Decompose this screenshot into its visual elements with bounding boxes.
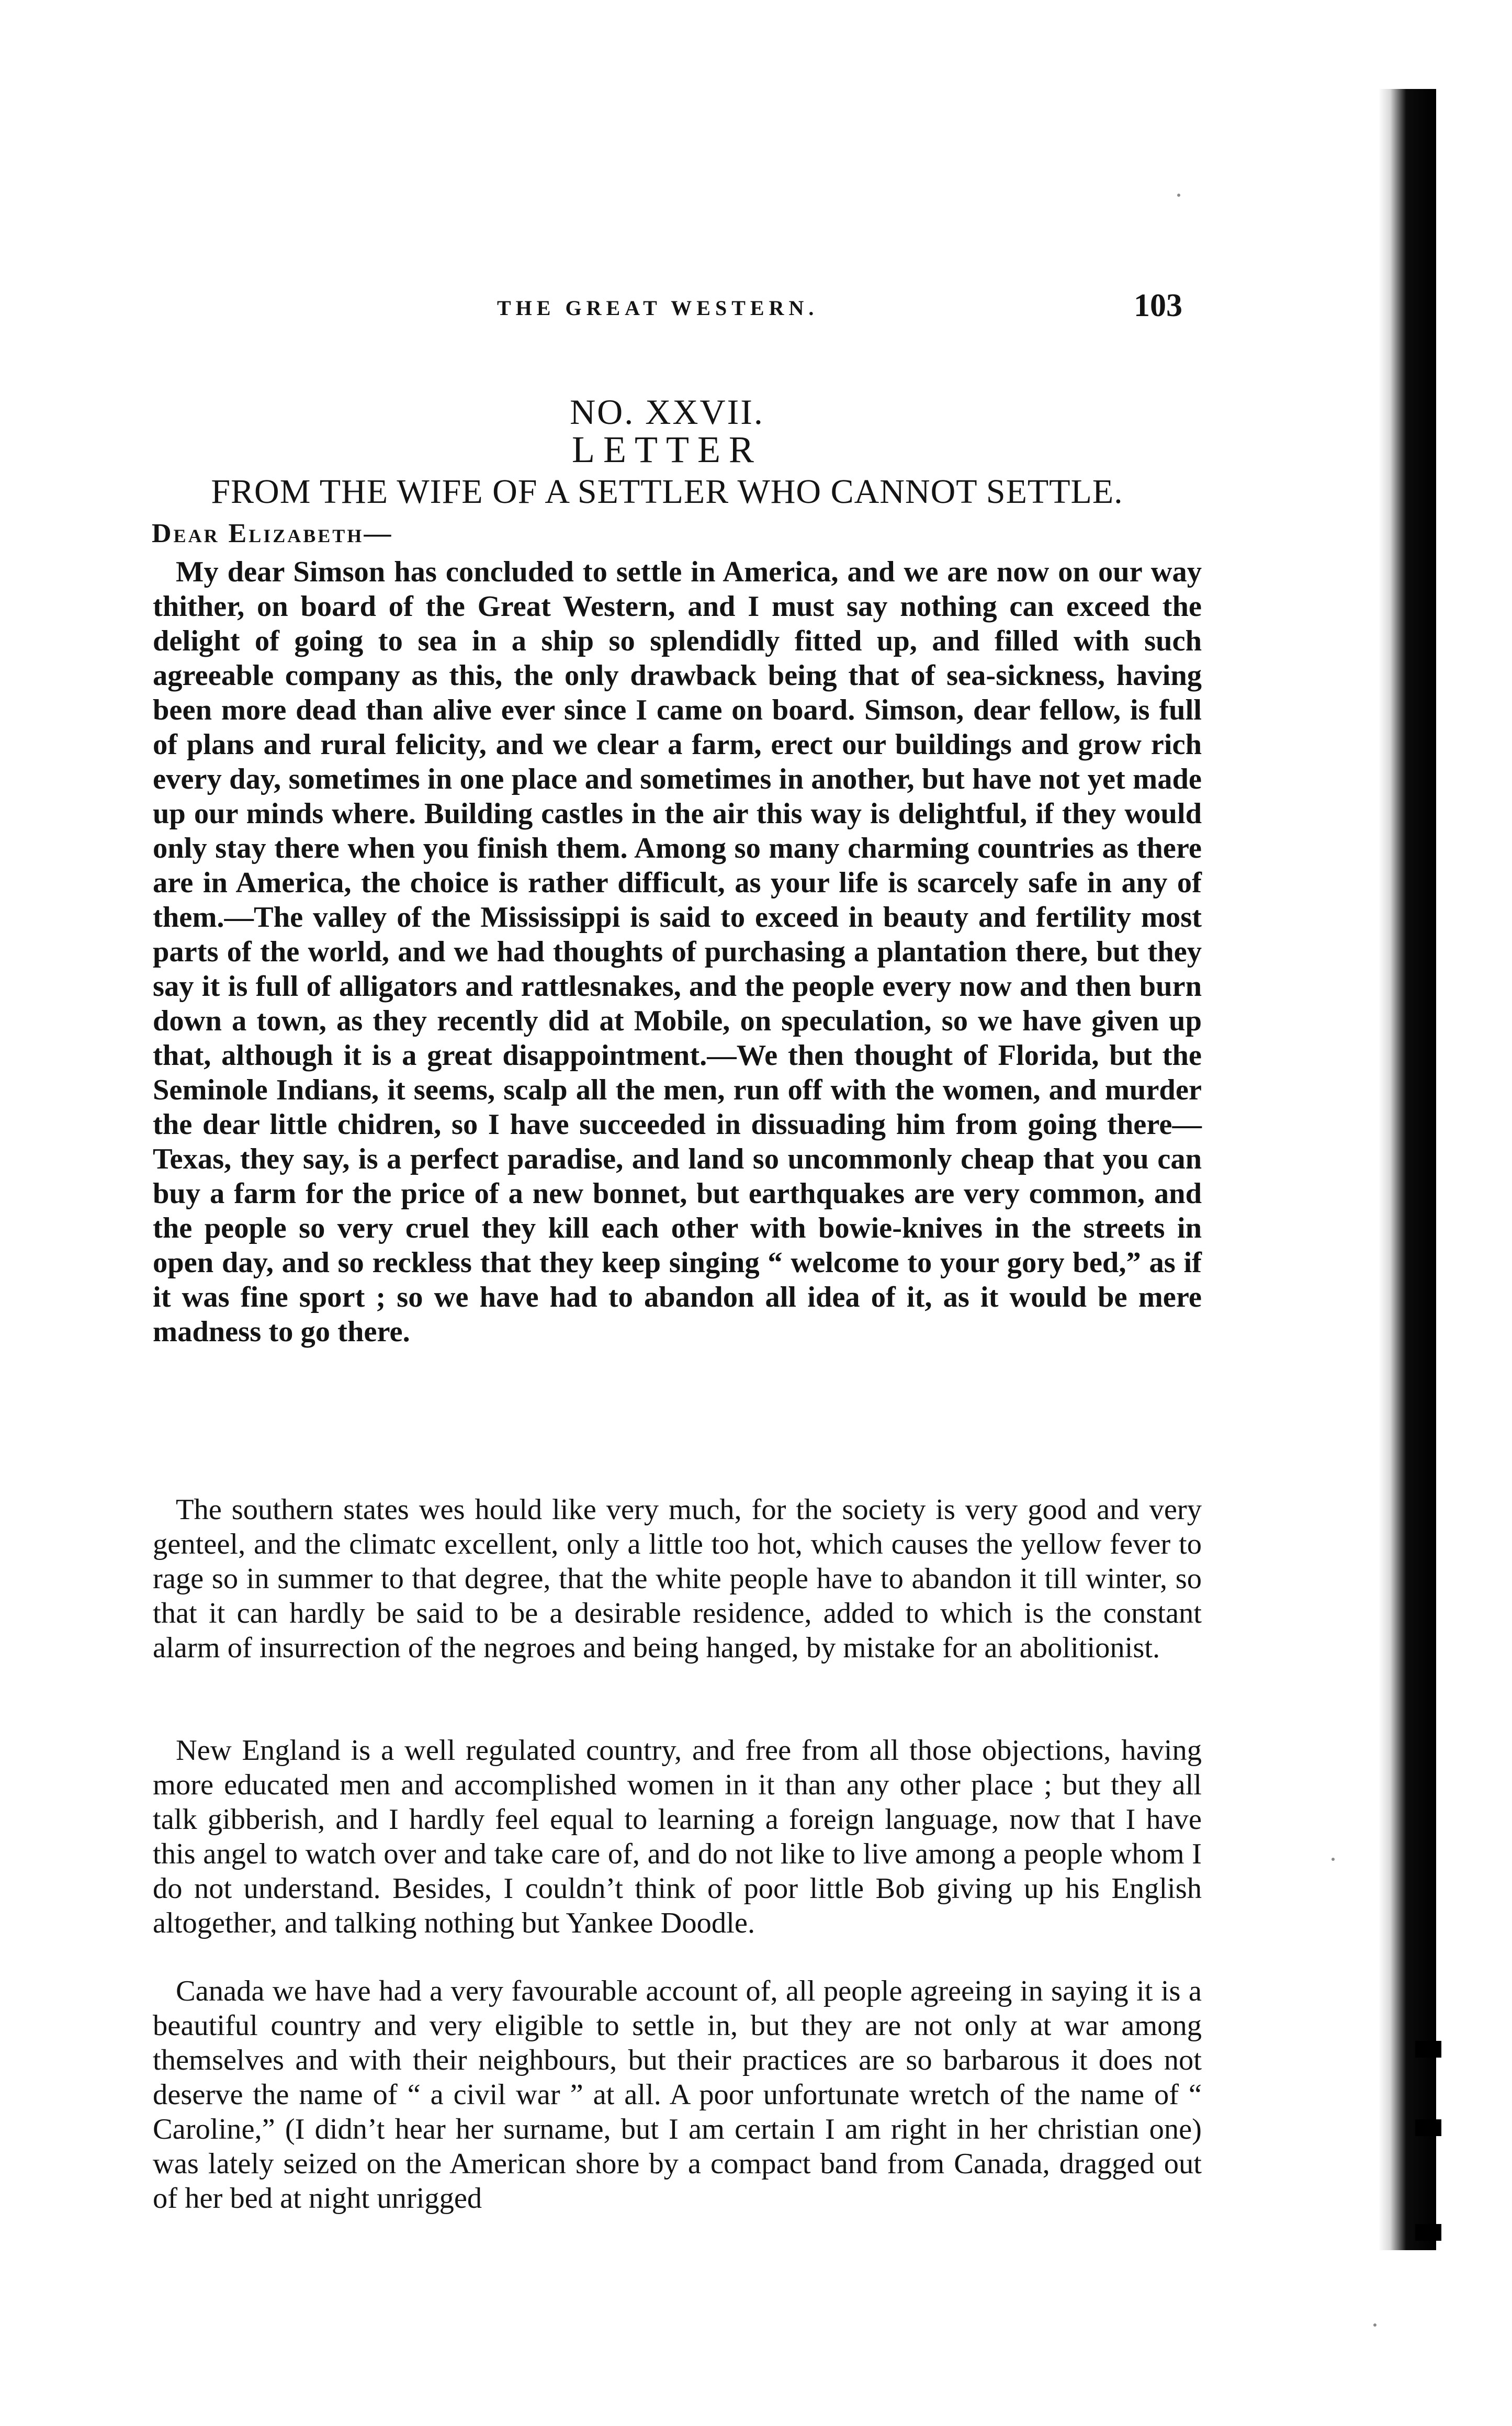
page-number: 103	[1134, 288, 1182, 323]
body-paragraph: The southern states wes hould like very much, for the society is very good and very genteel, and the climatc excellent, only a little too hot, which causes the yellow fever to rage so in summer to that degree, that the white people have to abandon it till winter, so that it can hardly be said to be a desirable residence, added to which is the constant alarm of insurrection of the negroes and being hanged, by mistake for an abolitionist.	[153, 1493, 1202, 1664]
letter-title: FROM THE WIFE OF A SETTLER WHO CANNOT SETTLE.	[211, 473, 1123, 511]
body-paragraph: New England is a well regulated country, and free from all those objections, having more educated men and accomplished women in it than any other place ; but they all talk gibberish, and I hardly feel equal to learning a foreign language, now that I have this angel to watch over and take care of, and do not like to live among a people whom I do not understand. Besides, I couldn’t think of poor little Bob giving up his English altogether, and talking nothing but Yankee Doodle.	[153, 1734, 1202, 1939]
page-header	[157, 290, 1203, 332]
body-paragraph: Canada we have had a very favourable account of, all people agreeing in saying it is a beautiful country and very eligible to settle in, but they are not only at war among themselves and with their neighbours, but their practices are so barbarous it does not deserve the name of “ a civil war ” at all. A poor unfortunate wretch of the name of “ Caroline,” (I didn’t hear her surname, but I am certain I am right in her christian one) was lately seized on the American shore by a compact band from Canada, dragged out of her bed at night unrigged	[153, 1975, 1202, 2215]
scan-speck	[1177, 194, 1180, 197]
body-paragraph: My dear Simson has concluded to settle in America, and we are now on our way thither, on board of the Great Western, and I must say nothing can exceed the delight of going to sea in a ship so splendidly fitted up, and filled with such agreeable company as this, the only drawback being that of sea-sickness, having been more dead than alive ever since I came on board. Simson, dear fellow, is full of plans and rural felicity, and we clear a farm, erect our buildings and grow rich every day, sometimes in one place and sometimes in another, but have not yet made up our minds where. Building castles in the air this way is delightful, if they would only stay there when you finish them. Among so many charming countries as there are in America, the choice is rather difficult, as your life is scarcely safe in any of them.—The valley of the Mississippi is said to exceed in beauty and fertility most parts of the world, and we had thoughts of purchasing a plantation there, but they say it is full of alligators and rattlesnakes, and the people every now and then burn down a town, as they recently did at Mobile, on speculation, so we have given up that, although it is a great disappointment.—We then thought of Florida, but the Seminole Indians, it seems, scalp all the men, run off with the women, and murder the dear little chidren, so I have succeeded in dissuading him from going there—Texas, they say, is a perfect paradise, and land so uncommonly cheap that you can buy a farm for the price of a new bonnet, but earthquakes are very common, and the people so very cruel they kill each other with bowie-knives in the streets in open day, and so reckless that they keep singing “ welcome to your gory bed,” as if it was fine sport ; so we have had to abandon all idea of it, as it would be mere madness to go there.	[153, 556, 1202, 1348]
binding-shadow-band	[1415, 2041, 1441, 2058]
book-binding-edge	[1379, 89, 1436, 2250]
letter-label: LETTER	[572, 429, 762, 470]
running-title: THE GREAT WESTERN.	[497, 296, 819, 320]
scan-speck	[1332, 1858, 1335, 1861]
scan-speck	[1373, 2323, 1376, 2327]
salutation: Dear Elizabeth—	[152, 519, 393, 548]
letter-number: NO. XXVII.	[570, 392, 764, 432]
binding-shadow-band	[1415, 2119, 1441, 2136]
binding-shadow-band	[1415, 2224, 1441, 2241]
